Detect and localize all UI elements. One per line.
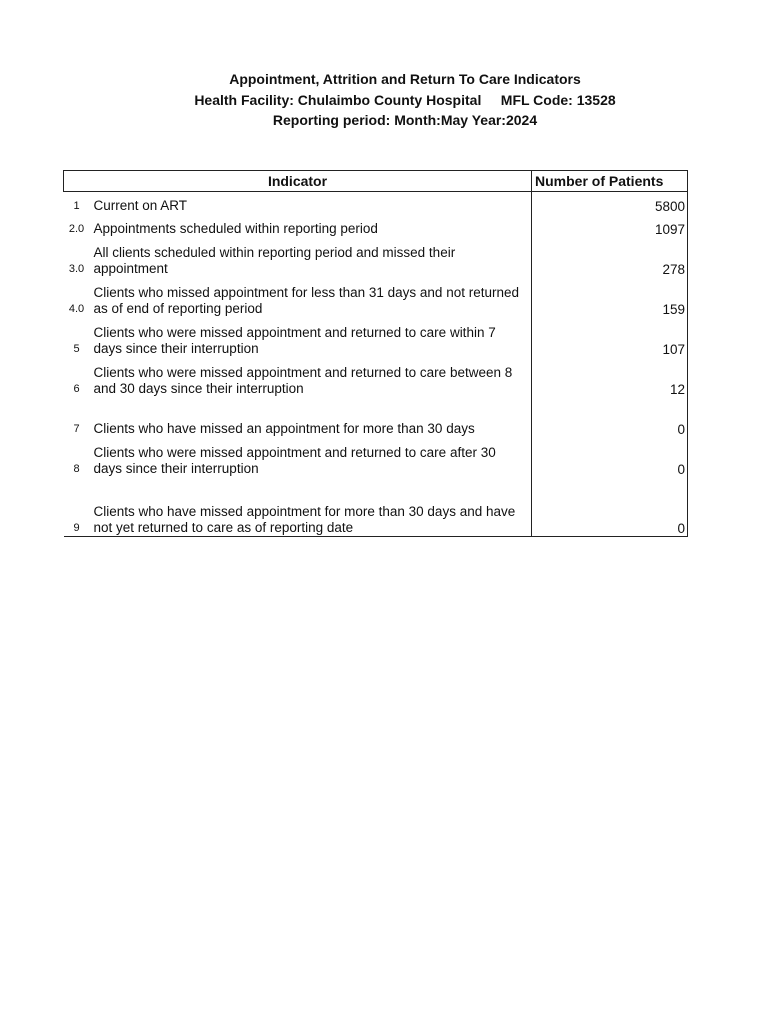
row-indicator: Clients who have missed an appointment for more than 30 days bbox=[93, 420, 475, 436]
period-line: Reporting period: Month:May Year:2024 bbox=[272, 112, 538, 128]
facility-line: Health Facility: Chulaimbo County Hospital MFL Code: 13528 bbox=[194, 91, 616, 108]
table-row bbox=[64, 214, 688, 237]
row-number: 3.0 bbox=[68, 262, 85, 275]
row-value: 107 bbox=[532, 317, 688, 357]
row-number: 4.0 bbox=[68, 302, 85, 315]
row-value: 12 bbox=[532, 357, 688, 397]
row-indicator: Appointments scheduled within reporting period bbox=[93, 220, 378, 236]
row-indicator: All clients scheduled within reporting period and missed their appointment bbox=[93, 244, 456, 276]
table-row bbox=[64, 237, 688, 277]
row-number: 2.0 bbox=[68, 222, 85, 235]
table-row bbox=[64, 317, 688, 357]
row-number: 9 bbox=[64, 477, 90, 537]
column-header-number: Number of Patients bbox=[532, 171, 688, 192]
table-row bbox=[64, 397, 688, 437]
row-indicator: Clients who were missed appointment and returned to care between 8 and 30 days since their interruption bbox=[93, 364, 513, 396]
row-value: 159 bbox=[532, 277, 688, 317]
indicators-table bbox=[63, 170, 688, 537]
row-number: 8 bbox=[73, 462, 80, 475]
table-row bbox=[64, 437, 688, 477]
table-row bbox=[64, 277, 688, 317]
row-number: 6 bbox=[73, 382, 80, 395]
row-value: 0 bbox=[532, 397, 688, 437]
table-row bbox=[64, 477, 688, 537]
row-number: 5 bbox=[73, 342, 80, 355]
column-header-indicator: Indicator bbox=[64, 171, 532, 192]
row-number: 1 bbox=[73, 199, 80, 212]
report-title: Appointment, Attrition and Return To Care Indicators bbox=[229, 71, 581, 87]
report-header bbox=[0, 69, 768, 131]
row-value: 0 bbox=[532, 437, 688, 477]
table-row bbox=[64, 192, 688, 214]
row-value: 5800 bbox=[532, 192, 688, 214]
row-value: 1097 bbox=[532, 214, 688, 237]
row-indicator: Current on ART bbox=[93, 197, 188, 213]
row-value: 0 bbox=[532, 477, 688, 537]
row-value: 278 bbox=[532, 237, 688, 277]
row-indicator: Clients who have missed appointment for more than 30 days and have not yet returned to care as of reporting date bbox=[90, 477, 532, 537]
row-indicator: Clients who missed appointment for less than 31 days and not returned as of end of reporting period bbox=[93, 284, 519, 316]
row-indicator: Clients who were missed appointment and returned to care after 30 days since their interruption bbox=[93, 444, 496, 476]
table-row bbox=[64, 357, 688, 397]
row-indicator: Clients who were missed appointment and returned to care within 7 days since their interruption bbox=[93, 324, 496, 356]
row-number: 7 bbox=[73, 422, 80, 435]
table-header-row bbox=[64, 171, 688, 192]
